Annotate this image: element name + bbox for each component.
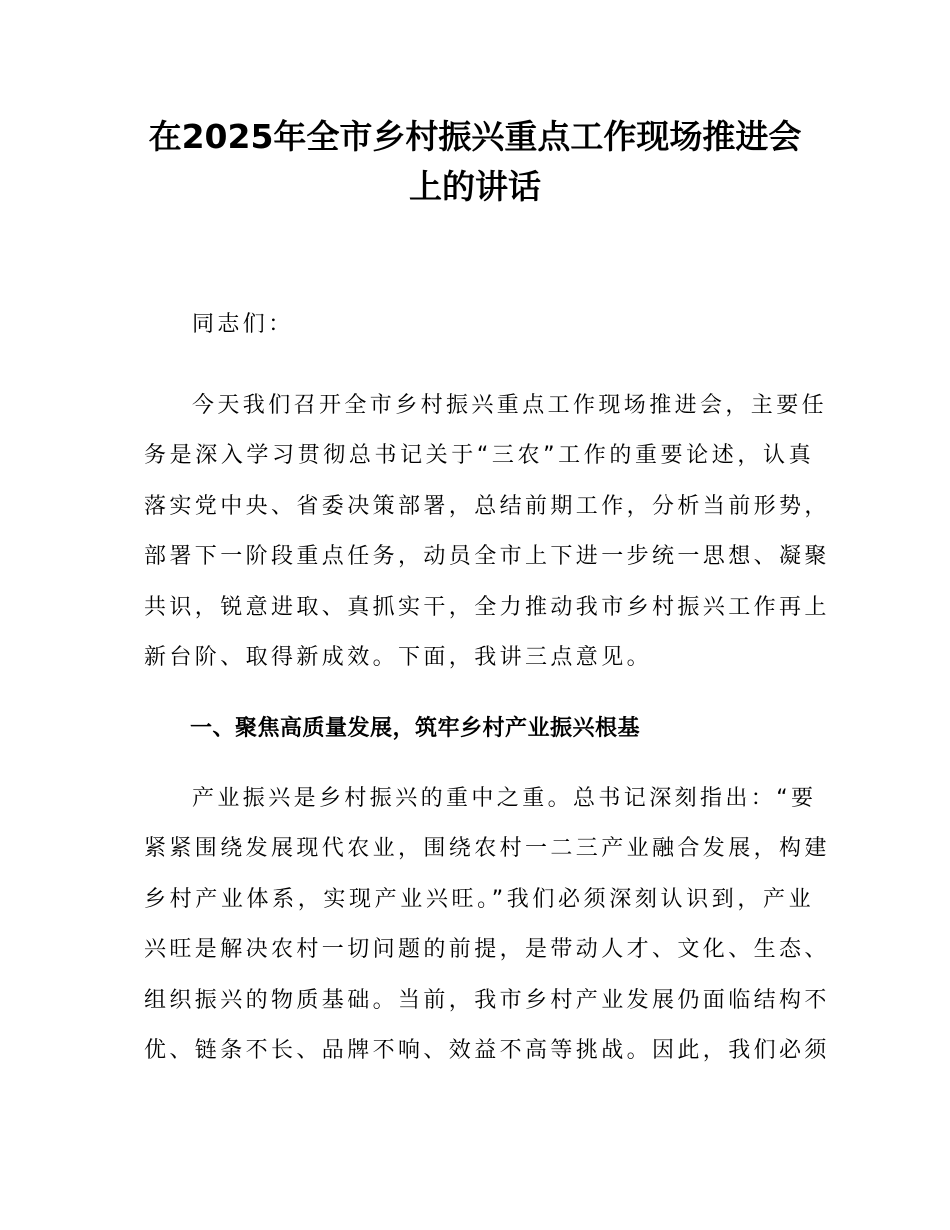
paragraph-gap [144, 351, 814, 381]
section-1-line: 乡村产业体系，实现产业兴旺。”我们必须深刻认识到，产业 [144, 886, 814, 912]
section-1-line: 兴旺是解决农村一切问题的前提，是带动人才、文化、生态、 [144, 937, 830, 962]
intro-line: 落实党中央、省委决策部署，总结前期工作，分析当前形势， [144, 493, 830, 519]
intro-line: 部署下一阶段重点任务，动员全市上下进一步统一思想、凝聚 [144, 544, 830, 569]
salutation [144, 300, 814, 351]
document-title [120, 112, 830, 212]
section-1-line: 紧紧围绕发展现代农业，围绕农村一二三产业融合发展，构建 [144, 836, 830, 861]
intro-line: 今天我们召开全市乡村振兴重点工作现场推进会，主要任 [192, 392, 828, 418]
section-1-heading: 一、聚焦高质量发展，筑牢乡村产业振兴根基 [190, 715, 641, 741]
section-1-line: 组织振兴的物质基础。当前，我市乡村产业发展仍面临结构不 [144, 987, 830, 1013]
section-1-line: 优、链条不长、品牌不响、效益不高等挑战。因此，我们必须 [144, 1038, 830, 1063]
section-1-paragraph [144, 774, 830, 1077]
intro-line: 共识，锐意进取、真抓实干，全力推动我市乡村振兴工作再上 [144, 594, 830, 620]
salutation-line: 同志们： [192, 312, 294, 337]
intro-line: 新台阶、取得新成效。下面，我讲三点意见。 [144, 645, 653, 670]
intro-line: 务是深入学习贯彻总书记关于“三农”工作的重要论述，认真 [144, 443, 814, 468]
title-line-2: 上的讲话 [409, 167, 541, 206]
document-body [144, 300, 830, 1077]
paragraph-gap [144, 754, 814, 774]
intro-paragraph [144, 381, 830, 684]
paragraph-gap [144, 684, 814, 704]
title-line-1: 在2025年全市乡村振兴重点工作现场推进会 [148, 117, 802, 156]
section-1-line: 产业振兴是乡村振兴的重中之重。总书记深刻指出：“要 [192, 785, 817, 811]
